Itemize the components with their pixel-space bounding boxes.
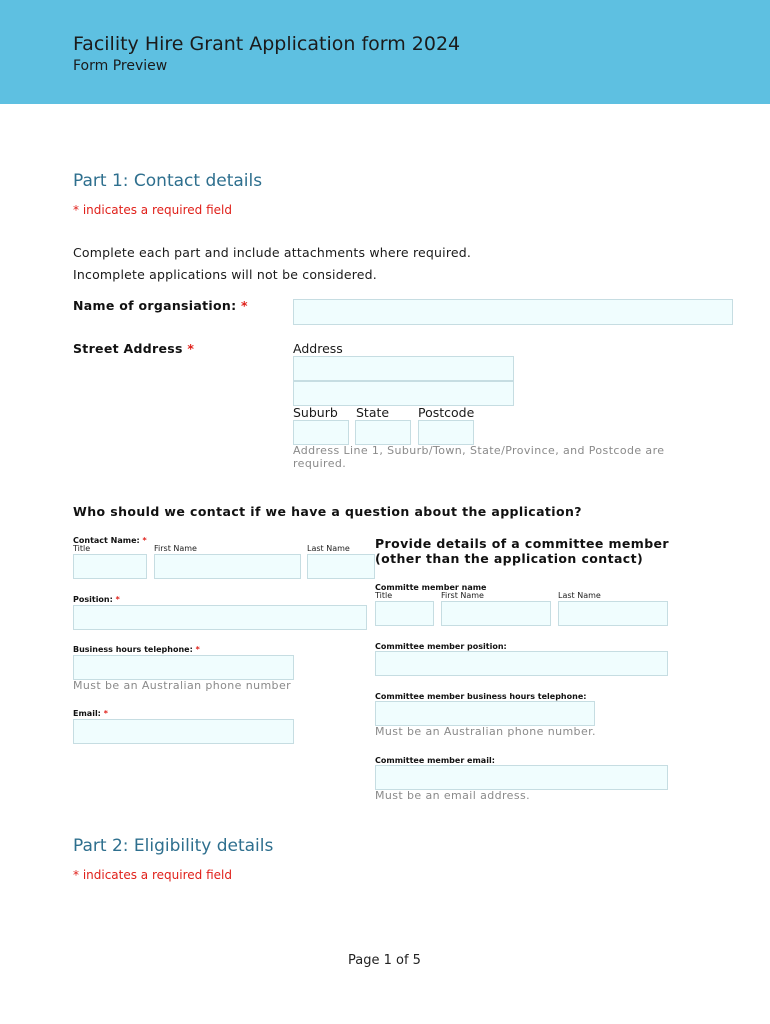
committee-first-name-input[interactable] [441,601,551,626]
state-label: State [356,405,390,420]
email-label [73,709,108,718]
committee-title-label: Title [375,591,393,600]
contact-first-name-input[interactable] [154,554,301,579]
part2-required-note: * indicates a required field [73,868,232,882]
required-star: * [115,595,120,604]
committee-phone-input[interactable] [375,701,595,726]
position-label-text: Position: [73,595,113,604]
intro-line-2: Incomplete applications will not be considered. [73,267,377,282]
postcode-input[interactable] [418,420,474,445]
committee-heading-2: (other than the application contact) [375,551,644,566]
position-label [73,595,120,604]
committee-position-label: Committee member position: [375,642,507,651]
email-label-text: Email: [73,709,101,718]
required-star: * [195,645,200,654]
part2-heading: Part 2: Eligibility details [73,836,274,856]
street-address-label [73,341,194,356]
street-address-label-text: Street Address [73,341,183,356]
contact-title-input[interactable] [73,554,147,579]
committee-last-name-input[interactable] [558,601,668,626]
committee-phone-hint: Must be an Australian phone number. [375,725,596,738]
phone-input[interactable] [73,655,294,680]
committee-last-label: Last Name [558,591,601,600]
org-name-input[interactable] [293,299,733,325]
address-hint-2: required. [293,457,347,470]
form-subtitle: Form Preview [73,58,168,74]
address-sub-label: Address [293,341,343,356]
page-indicator: Page 1 of 5 [348,953,421,968]
address-hint-1: Address Line 1, Suburb/Town, State/Province, and Postcode are [293,444,665,457]
contact-last-name-input[interactable] [307,554,375,579]
committee-email-hint: Must be an email address. [375,789,531,802]
state-input[interactable] [355,420,411,445]
committee-email-label: Committee member email: [375,756,495,765]
suburb-input[interactable] [293,420,349,445]
committee-first-label: First Name [441,591,484,600]
contact-question: Who should we contact if we have a question about the application? [73,504,582,519]
committee-title-input[interactable] [375,601,434,626]
postcode-label: Postcode [418,405,475,420]
contact-name-label-text: Contact Name: [73,536,140,545]
committee-name-label: Committe member name [375,583,487,592]
phone-label-text: Business hours telephone: [73,645,193,654]
phone-label [73,645,200,654]
required-star: * [142,536,147,545]
org-name-label-text: Name of organsiation: [73,298,237,313]
required-star: * [103,709,108,718]
contact-last-label: Last Name [307,544,350,553]
committee-email-input[interactable] [375,765,668,790]
email-input[interactable] [73,719,294,744]
required-star: * [187,341,195,356]
phone-hint: Must be an Australian phone number [73,679,292,692]
address-line1-input[interactable] [293,356,514,381]
committee-phone-label: Committee member business hours telephone: [375,692,587,701]
position-input[interactable] [73,605,367,630]
required-star: * [241,298,248,313]
page-header [0,0,770,104]
contact-title-label: Title [73,544,91,553]
form-title: Facility Hire Grant Application form 2024 [73,33,461,55]
committee-position-input[interactable] [375,651,668,676]
part1-required-note: * indicates a required field [73,203,232,217]
org-name-label [73,298,248,313]
part1-heading: Part 1: Contact details [73,171,263,191]
address-line2-input[interactable] [293,381,514,406]
contact-first-label: First Name [154,544,197,553]
intro-line-1: Complete each part and include attachments where required. [73,245,472,260]
committee-heading-1: Provide details of a committee member [375,536,669,551]
suburb-label: Suburb [293,405,338,420]
